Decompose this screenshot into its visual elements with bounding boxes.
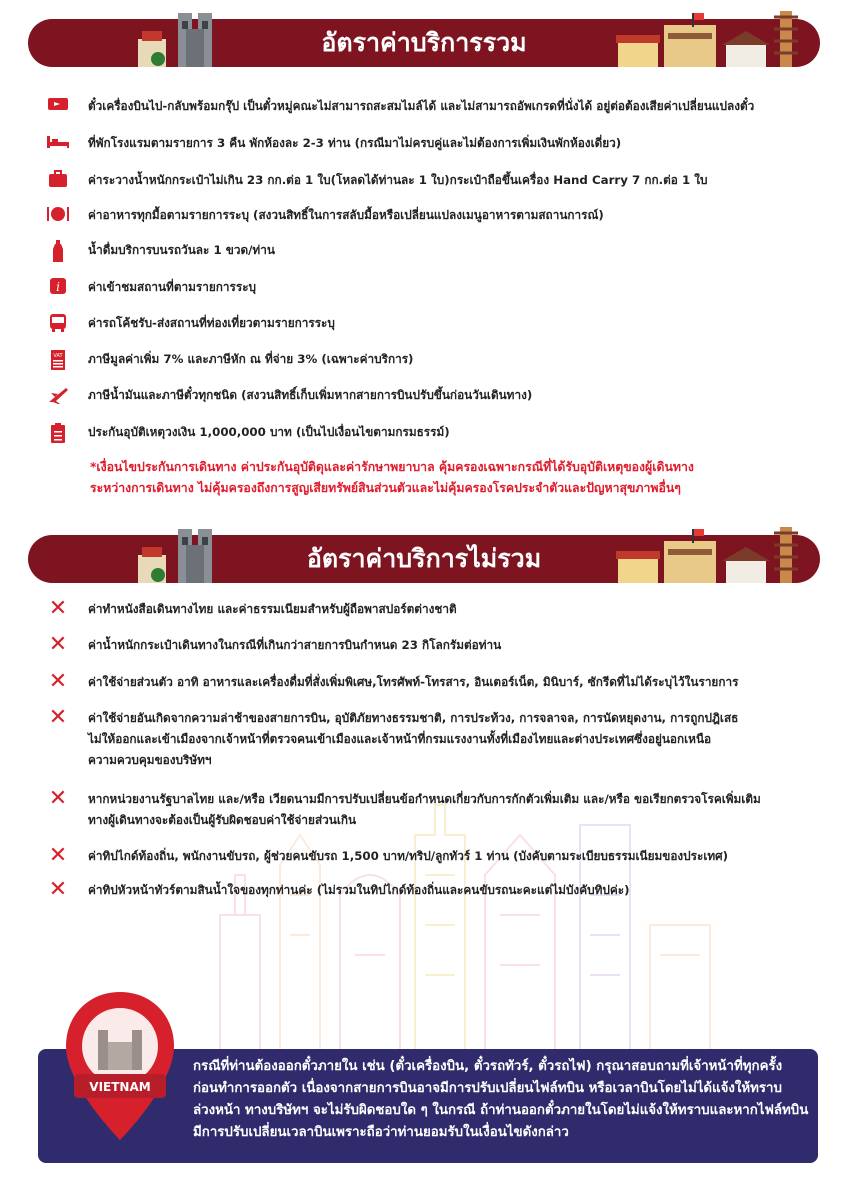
included-item-hotel xyxy=(44,133,809,154)
cross-icon: ✕ xyxy=(48,877,68,902)
excluded-section-banner xyxy=(28,535,820,583)
insurance-note: *เงื่อนไขประกันการเดินทาง ค่าประกันอุบัติดุและค่ารักษาพยาบาล คุ้มครองเฉพาะกรณีที่ได้รับอุบัติเหตุของผู้เดินทาง ระหว่างการเดินทาง ไม่คุ้มครองถึงการสูญเสียทรัพย์สินส่วนตัวและไม่คุ้มครองโรคประจำตัวและปัญหาสุขภาพอื่นๆ xyxy=(90,460,694,495)
cross-icon: ✕ xyxy=(48,786,68,811)
cross-icon: ✕ xyxy=(48,596,68,621)
luggage-icon xyxy=(47,170,69,188)
excluded-item-personal xyxy=(44,669,809,694)
excluded-title: อัตราค่าบริการไม่รวม xyxy=(306,544,542,573)
excluded-item-text: ค่าใช้จ่ายส่วนตัว อาทิ อาหารและเครื่องดื่มที่สั่งเพิ่มพิเศษ,โทรศัพท์-โทรสาร, อินเตอร์เน็ต, มินิบาร์, ซักรีดที่ไม่ได้ระบุไว้ในรายการ xyxy=(88,675,739,689)
cross-icon: ✕ xyxy=(48,632,68,657)
included-item-insurance xyxy=(44,422,809,443)
excluded-item-overweight xyxy=(44,632,809,657)
cross-icon: ✕ xyxy=(48,669,68,694)
plane-ticket-icon xyxy=(47,96,69,112)
included-item-text: ที่พักโรงแรมตามรายการ 3 คืน พักห้องละ 2-3 ท่าน (กรณีมาไม่ครบคู่และไม่ต้องการเพิ่มเงินพักห้องเดี่ยว) xyxy=(88,136,622,150)
footer-notice-text: กรณีที่ท่านต้องออกตั๋วภายใน เช่น (ตั๋วเครื่องบิน, ตั๋วรถทัวร์, ตั๋วรถไฟ) กรุณาสอบถามที่เจ้าหน้าที่ทุกครั้ง ก่อนทำการออกตัว เนื่องจากสายการบินอาจมีการปรับเปลี่ยนไฟล์ทบิน หรือเวลาบินโดยไม่ได้แจ้งให้ทราบ ล่วงหน้า ทางบริษัทฯ จะไม่รับผิดชอบใด ๆ ในกรณี ถ้าท่านออกตั๋วภายในโดยไม่แจ้งให้ทราบและหากไฟล์ทบิน มีการปรับเปลี่ยนเวลาบินเพราะถือว่าท่านยอมรับในเงื่อนไขดังกล่าว xyxy=(193,1059,809,1140)
included-item-coach xyxy=(44,313,809,334)
bus-icon xyxy=(48,313,68,333)
excluded-item-text: ค่าน้ำหนักกระเป๋าเดินทางในกรณีที่เกินกว่าสายการบินกำหนด 23 กิโลกรัมต่อท่าน xyxy=(88,638,502,652)
included-item-ticket xyxy=(44,96,809,117)
info-icon xyxy=(49,277,67,295)
clipboard-icon xyxy=(50,422,66,444)
included-item-text: ภาษีมูลค่าเพิ่ม 7% และภาษีหัก ณ ที่จ่าย 3% (เฉพาะค่าบริการ) xyxy=(88,352,414,366)
excluded-item-delays xyxy=(44,705,809,771)
vietnam-landmarks-illustration xyxy=(608,523,808,583)
excluded-item-text: ค่าทิปไกด์ท้องถิ่น, พนักงานขับรถ, ผู้ช่วยคนขับรถ 1,500 บาท/ทริป/ลูกทัวร์ 1 ท่าน (บังคับตามระเบียบธรรมเนียมของประเทศ) xyxy=(88,849,729,863)
vietnam-landmarks-illustration xyxy=(608,7,808,67)
bed-icon xyxy=(46,133,70,149)
cross-icon: ✕ xyxy=(48,705,68,730)
included-item-vat xyxy=(44,349,809,370)
included-item-meals xyxy=(44,205,809,226)
excluded-item-leader-tip xyxy=(44,877,809,902)
included-item-text: น้ำดื่มบริการบนรถวันละ 1 ขวด/ท่าน xyxy=(88,243,275,257)
included-item-fuel-tax xyxy=(44,385,809,406)
included-item-luggage xyxy=(44,170,809,191)
included-item-text: ภาษีน้ำมันและภาษีตั๋วทุกชนิด (สงวนสิทธิ์เก็บเพิ่มหากสายการบินปรับขึ้นก่อนวันเดินทาง) xyxy=(88,388,533,402)
svg-text:i: i xyxy=(56,280,60,294)
included-section-banner xyxy=(28,19,820,67)
excluded-item-text: ค่าใช้จ่ายอันเกิดจากความล่าช้าของสายการบิน, อุบัติภัยทางธรรมชาติ, การประท้วง, การจลาจล, การนัดหยุดงาน, การถูกปฎิเสธ ไม่ให้ออกและเข้าเมืองจากเจ้าหน้าที่ตรวจคนเข้าเมืองและเจ้าหน้าที่กรมแรงงานทั้งที่เมืองไทยและต่างประเทศซึ่งอยู่นอกเหนือ ความควบคุมของบริษัทฯ xyxy=(88,711,739,767)
included-item-water xyxy=(44,240,809,261)
excluded-item-guide-tip xyxy=(44,843,809,868)
svg-text:VAT: VAT xyxy=(53,353,63,359)
included-item-admission xyxy=(44,277,809,298)
plane-icon xyxy=(47,385,69,405)
included-item-text: ค่าระวางน้ำหนักกระเป๋าไม่เกิน 23 กก.ต่อ 1 ใบ(โหลดได้ท่านละ 1 ใบ)กระเป๋าถือขึ้นเครื่อง Hand Carry 7 กก.ต่อ 1 ใบ xyxy=(88,173,708,187)
dining-icon xyxy=(46,205,70,223)
included-title: อัตราค่าบริการรวม xyxy=(321,28,527,57)
vietnam-badge: VIETNAM xyxy=(89,1080,151,1094)
excluded-item-passport xyxy=(44,596,809,621)
included-item-text: ประกันอุบัติเหตุวงเงิน 1,000,000 บาท (เป็นไปเงื่อนไขตามกรมธรรม์) xyxy=(88,425,450,439)
excluded-item-quarantine xyxy=(44,786,809,831)
included-item-text: ค่ารถโค้ชรับ-ส่งสถานที่ท่องเที่ยวตามรายการระบุ xyxy=(88,316,335,330)
included-item-text: ค่าเข้าชมสถานที่ตามรายการระบุ xyxy=(88,280,257,294)
water-bottle-icon xyxy=(52,240,64,262)
excluded-item-text: หากหน่วยงานรัฐบาลไทย และ/หรือ เวียดนามมีการปรับเปลี่ยนข้อกำหนดเกี่ยวกับการกักตัวเพิ่มเติม และ/หรือ ขอเรียกตรวจโรคเพิ่มเติม ทางผู้เดินทางจะต้องเป็นผู้รับผิดชอบค่าใช้จ่ายส่วนเกิน xyxy=(88,792,761,827)
excluded-item-text: ค่าทำหนังสือเดินทางไทย และค่าธรรมเนียมสำหรับผู้ถือพาสปอร์ตต่างชาติ xyxy=(88,602,457,616)
included-item-text: ค่าอาหารทุกมื้อตามรายการระบุ (สงวนสิทธิ์ในการสลับมื้อหรือเปลี่ยนแปลงเมนูอาหารตามสถานการณ์) xyxy=(88,208,604,222)
vietnam-location-pin-icon xyxy=(60,990,180,1150)
included-item-text: ตั๋วเครื่องบินไป-กลับพร้อมกรุ๊ป เป็นตั๋วหมู่คณะไม่สามารถสะสมไมล์ได้ และไม่สามารถอัพเกรดที่นั่งได้ อยู่ต่อต้องเสียค่าเปลี่ยนแปลงตั๋ว xyxy=(88,99,755,113)
vat-receipt-icon xyxy=(50,349,66,371)
excluded-item-text: ค่าทิปหัวหน้าทัวร์ตามสินน้ำใจของทุกท่านค่ะ (ไม่รวมในทิปไกด์ท้องถิ่นและคนขับรถนะคะแต่ไม่บังคับทิปค่ะ) xyxy=(88,883,630,897)
cross-icon: ✕ xyxy=(48,843,68,868)
